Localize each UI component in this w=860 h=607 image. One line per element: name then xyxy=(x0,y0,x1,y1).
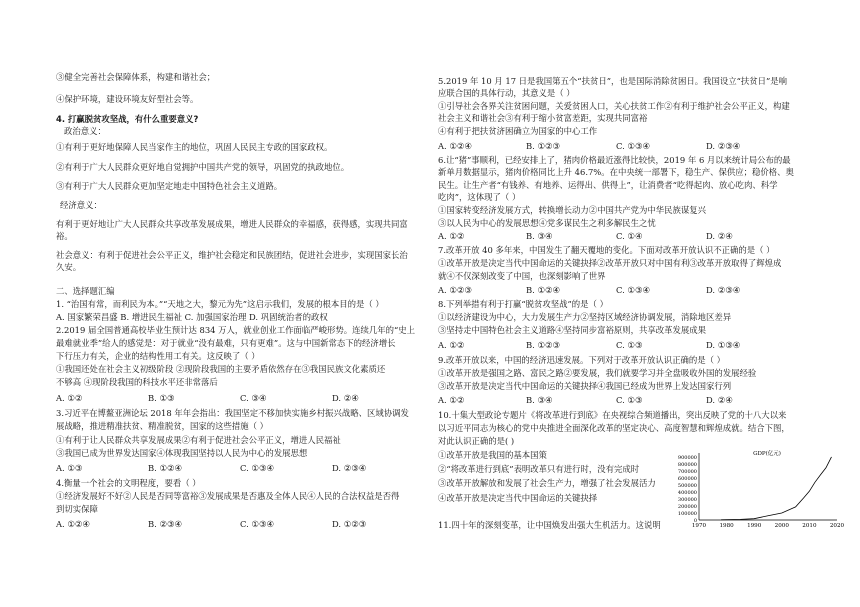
y-tick-labels xyxy=(678,455,697,524)
option-b: B. ①②③ xyxy=(526,340,561,350)
text-line: ③健全完善社会保障体系，构建和谐社会； xyxy=(56,72,216,82)
option-c: C. ③④ xyxy=(240,393,267,403)
question-7: 7.改革开放 40 多年来，中国发生了翻天覆地的变化。下面对改革开放认识不正确的是（ ） xyxy=(438,245,775,255)
y-tick-label: 900000 xyxy=(677,454,697,461)
question-11: 11.四十年的深刻变革，让中国焕发出强大生机活力。这说明 xyxy=(438,520,661,530)
option-b: B. ①②③ xyxy=(526,141,561,151)
text-line: ③我国已成为世界发达国家④体现我国坚持以人民为中心的发展思想 xyxy=(56,448,308,458)
chart-title: GDP(亿元) xyxy=(753,451,781,457)
text-line: ①经济发展好不好②人民是否同等富裕③发展成果是否惠及全体人民④人民的合法权益是否得 xyxy=(56,491,400,501)
option-d: D. ②③④ xyxy=(332,463,367,473)
option-c: C. ①③ xyxy=(616,395,643,405)
text-line: ③改革开放解放和发展了社会生产力，增强了社会发展活力 xyxy=(438,478,656,488)
option-a: A. ①②④ xyxy=(56,519,90,529)
section-title: 二、选择题汇编 xyxy=(56,286,115,296)
option-a: A. ①②④ xyxy=(438,141,472,151)
x-tick-label: 1990 xyxy=(747,523,762,529)
question-8: 8.下列举措有利于打赢“脱贫攻坚战”的是（ ） xyxy=(438,299,608,309)
option-d: D. ②④ xyxy=(706,395,733,405)
subheading: 经济意义： xyxy=(60,200,102,210)
option-b: B. ①②④ xyxy=(526,285,561,295)
y-tick-label: 600000 xyxy=(677,475,697,482)
gdp-series-line xyxy=(721,457,831,520)
y-tick-label: 0 xyxy=(693,517,697,524)
text-line: 久安。 xyxy=(56,262,82,272)
option-a: A. ①② xyxy=(438,340,465,350)
option-d: D. ①②③ xyxy=(332,519,367,529)
text-line: ①以经济建设为中心，大力发展生产力②坚持区域经济协调发展，消除地区差异 xyxy=(438,312,732,322)
text-line: ③以人民为中心的发展思想④党多谋民生之利多解民生之忧 xyxy=(438,218,656,228)
option-b: B. ②③④ xyxy=(148,519,183,529)
option-c: C. ①③④ xyxy=(240,519,274,529)
text-line: 以习近平同志为核心的党中央推进全面深化改革的坚定决心、高度智慧和辉煌成就。结合下图， xyxy=(438,423,790,433)
text-line: ①有利于让人民群众共享发展成果②有利于促进社会公平正义，增进人民福祉 xyxy=(56,435,341,445)
text-line: 不够高 ④现阶段我国的科技水平还非常落后 xyxy=(56,377,218,387)
text-line: 吃肉”，这体现了（ ） xyxy=(438,192,521,202)
text-line: 社会主义和谐社会③有利于缩小贫富差距，实现共同富裕 xyxy=(438,113,648,123)
option-a: A. ①③ xyxy=(56,463,83,473)
y-tick-label: 200000 xyxy=(677,503,697,510)
text-line: ②有利于广大人民群众更好地自觉拥护中国共产党的领导，巩固党的执政地位。 xyxy=(56,162,350,172)
text-line: ②“将改革进行到底”表明改革只有进行时，没有完成时 xyxy=(438,464,640,474)
text-line: 新单月数据显示，猪肉价格同比上升 46.7%。在中央统一部署下，稳生产、保供应；稳价格、奥 xyxy=(438,167,794,177)
option-a: A. ①② xyxy=(438,395,465,405)
question-6: 6.让“猪”事顺利，已经安排上了，猪肉价格最近涨得比较快，2019 年 6 月以来统计局公布的最 xyxy=(438,155,791,165)
y-tick-label: 300000 xyxy=(677,496,697,503)
option-c: C. ①③④ xyxy=(240,463,274,473)
text-line: 民生。让生产者“有钱养、有地养、运得出、供得上”，让消费者“吃得起肉、放心吃肉、科学 xyxy=(438,180,778,190)
question-5: 5.2019 年 10 月 17 日是我国第五个“扶贫日”，也是国际消除贫困日。我国设立“扶贫日”是响 xyxy=(438,76,788,86)
subheading: 政治意义： xyxy=(64,126,106,136)
text-line: 应联合国的具体行动，其意义是（ ） xyxy=(438,88,575,98)
x-tick-label: 2020 xyxy=(829,523,845,529)
option-d: D. ①③④ xyxy=(706,340,741,350)
text-line: 到切实保障 xyxy=(56,504,98,514)
text-line: 社会意义：有利于促进社会公平正义，维护社会稳定和民族团结，促进社会进步，实现国家长治 xyxy=(56,250,408,260)
text-line: 就④不仅深刻改变了中国，也深刻影响了世界 xyxy=(438,271,606,281)
option-d: D. ②④ xyxy=(706,231,733,241)
option-d: D. ②④ xyxy=(332,393,359,403)
text-line: ③改革开放是决定当代中国命运的关键抉择④我国已经成为世界上发达国家行列 xyxy=(438,381,732,391)
option-a: A. ①②③ xyxy=(438,285,472,295)
option-a: A. ①② xyxy=(56,393,83,403)
option-c: C. ①③ xyxy=(616,340,643,350)
text-line: 展战略，推进精准扶贫、精准脱贫，国家的这些措施（ ） xyxy=(56,421,269,431)
option-b: B. ③④ xyxy=(526,231,553,241)
question-1: 1. “治国有常，而利民为本。”“天地之大，黎元为先”这启示我们，发展的根本目的是（ ） xyxy=(56,299,384,309)
question-4: 4.衡量一个社会的文明程度，要看（ ） xyxy=(56,478,201,488)
question-10: 10.十集大型政论专题片《将改革进行到底》在央视综合频道播出，突出反映了党的十八大以来 xyxy=(438,410,787,420)
text-line: ①国家转变经济发展方式，转换增长动力②中国共产党为中华民族谋复兴 xyxy=(438,205,706,215)
option-d: D. ②③④ xyxy=(706,141,741,151)
option-c: C. ①③④ xyxy=(616,285,650,295)
text-line: ③坚持走中国特色社会主义道路④坚持同步富裕原则，共享改革发展成果 xyxy=(438,325,706,335)
x-tick-label: 2000 xyxy=(774,523,789,529)
y-tick-label: 100000 xyxy=(677,510,697,517)
question-9: 9.改革开放以来，中国的经济迅速发展。下列对于改革开放认识正确的是（ ） xyxy=(438,355,726,365)
y-tick-label: 500000 xyxy=(677,482,697,489)
x-tick-labels xyxy=(692,523,845,529)
question-1-options: A. 国家繁荣昌盛 B. 增进民生福祉 C. 加强国家治理 D. 巩固统治者的政权 xyxy=(56,312,328,322)
text-line: 最难就业季”给人的感觉是：对于就业“没有最难，只有更难”。这与中国新常态下的经济增长 xyxy=(56,338,396,348)
x-tick-label: 1980 xyxy=(719,523,734,529)
text-line: ④改革开放是决定当代中国命运的关键抉择 xyxy=(438,493,598,503)
text-line: ①改革开放是我国的基本国策 xyxy=(438,450,547,460)
text-line: ④保护环境，建设环境友好型社会等。 xyxy=(56,94,199,104)
option-b: B. ③④ xyxy=(526,395,553,405)
option-a: A. ①② xyxy=(438,231,465,241)
x-tick-label: 1970 xyxy=(691,523,707,529)
text-line: ①我国还处在社会主义初级阶段 ②现阶段我国的主要矛盾依然存在③我国民族文化素质还 xyxy=(56,364,386,374)
question-2: 2.2019 届全国普通高校毕业生预计达 834 万人，就业创业工作面临严峻形势。连续几年的“史上 xyxy=(56,325,416,335)
x-tick-label: 2010 xyxy=(802,523,817,529)
text-line: 有利于更好地让广大人民群众共享改革发展成果，增进人民群众的幸福感，获得感，实现共同富 xyxy=(56,219,408,229)
y-tick-label: 800000 xyxy=(677,461,697,468)
option-c: C. ①③④ xyxy=(616,141,650,151)
question-3: 3.习近平在博鳌亚洲论坛 2018 年年会指出：我国坚定不移加快实施乡村振兴战略、区域协调发 xyxy=(56,408,409,418)
gdp-chart xyxy=(665,447,845,529)
text-line: ①有利于更好地保障人民当家作主的地位，巩固人民民主专政的国家政权。 xyxy=(56,142,333,152)
text-line: 下行压力有关，企业的结构性用工有关。这反映了（ ） xyxy=(56,351,260,361)
section-question: 4. 打赢脱贫攻坚战，有什么重要意义? xyxy=(56,114,199,124)
text-line: 对此认识正确的是( ) xyxy=(438,436,515,446)
text-line: ①改革开放是强国之路、富民之路②要发展，我们就要学习并全盘吸收外国的发展经验 xyxy=(438,368,757,378)
text-line: ④有利于把扶贫济困确立为国家的中心工作 xyxy=(438,126,598,136)
text-line: ③有利于广大人民群众更加坚定地走中国特色社会主义道路。 xyxy=(56,181,283,191)
option-b: B. ①③ xyxy=(148,393,175,403)
y-tick-label: 700000 xyxy=(677,468,697,475)
y-tick-label: 400000 xyxy=(677,489,697,496)
text-line: 裕。 xyxy=(56,231,73,241)
text-line: ①改革开放是决定当代中国命运的关键抉择②改革开放只对中国有利③改革开放取得了辉煌成 xyxy=(438,258,782,268)
text-line: ①引导社会各界关注贫困问题，关爱贫困人口，关心扶贫工作②有利于维护社会公平正义，构建 xyxy=(438,101,790,111)
option-b: B. ①②④ xyxy=(148,463,183,473)
option-d: D. ②③④ xyxy=(706,285,741,295)
option-c: C. ①④ xyxy=(616,231,643,241)
